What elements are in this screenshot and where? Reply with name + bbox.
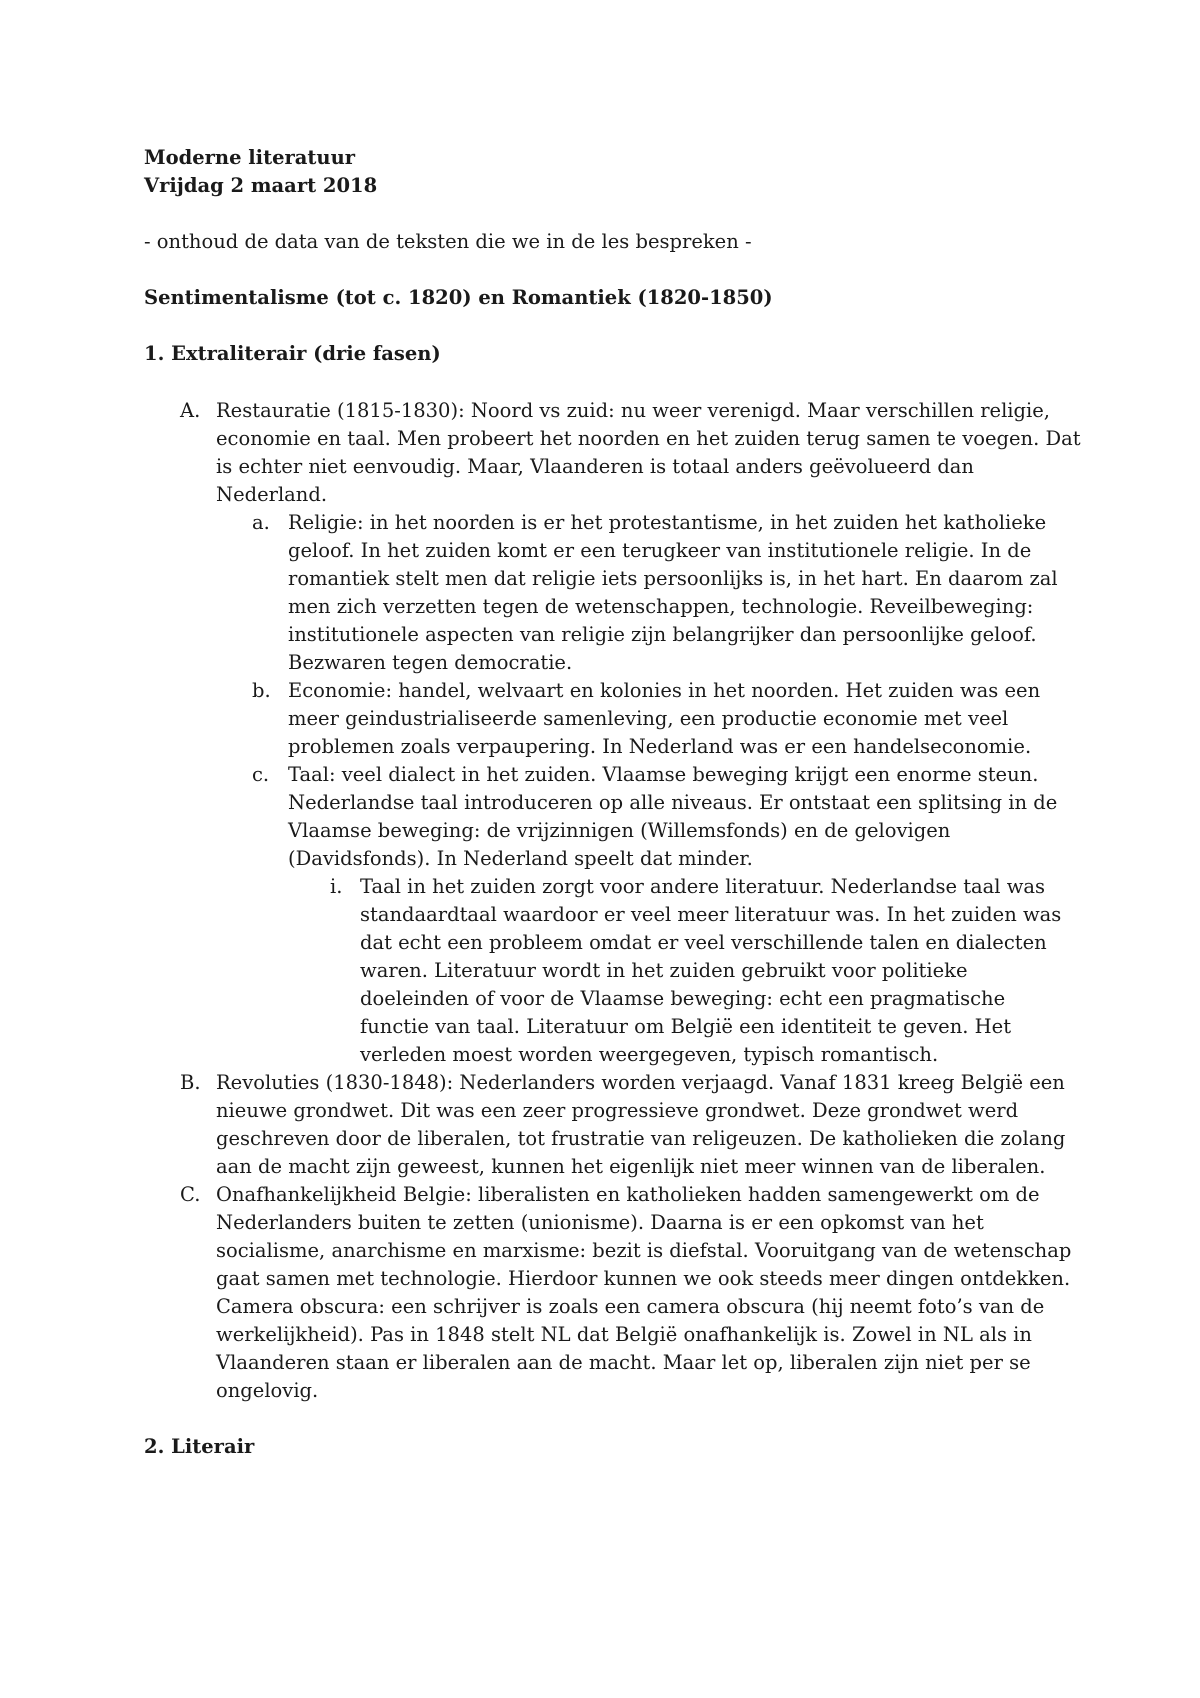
list-item-line: Onafhankelijkheid Belgie: liberalisten en katholieken hadden samengewerkt om de [216,1183,1040,1206]
list-item-line: doeleinden of voor de Vlaamse beweging: echt een pragmatische [360,987,1006,1010]
list-item-line: institutionele aspecten van religie zijn belangrijker dan persoonlijke geloof. [288,623,1037,646]
list-item-line: ongelovig. [216,1379,319,1402]
list-marker-a-lower: a. [252,511,270,534]
list-item-line: Nederlanders buiten te zetten (unionisme). Daarna is er een opkomst van het [216,1211,984,1234]
list-item-line: romantiek stelt men dat religie iets persoonlijks is, in het hart. En daarom zal [288,567,1058,590]
list-item-line: Restauratie (1815-1830): Noord vs zuid: nu weer verenigd. Maar verschillen religie, [216,399,1051,422]
list-item-line: geschreven door de liberalen, tot frustratie van religeuzen. De katholieken die zolang [216,1127,1066,1150]
list-item-line: waren. Literatuur wordt in het zuiden gebruikt voor politieke [360,959,968,982]
list-item-line: Nederlandse taal introduceren op alle niveaus. Er ontstaat een splitsing in de [288,791,1058,814]
list-marker-b-upper: B. [180,1071,201,1094]
list-item-line: Bezwaren tegen democratie. [288,651,573,674]
list-item-line: aan de macht zijn geweest, kunnen het eigenlijk niet meer winnen van de liberalen. [216,1155,1046,1178]
list-item-line: socialisme, anarchisme en marxisme: bezit is diefstal. Vooruitgang van de wetenschap [216,1239,1072,1262]
document-date: Vrijdag 2 maart 2018 [144,174,378,197]
list-item-line: werkelijkheid). Pas in 1848 stelt NL dat België onafhankelijk is. Zowel in NL als in [216,1323,1032,1346]
list-item-line: meer geindustrialiseerde samenleving, een productie economie met veel [288,707,1009,730]
list-item-line: verleden moest worden weergegeven, typisch romantisch. [360,1043,939,1066]
list-item-line: Camera obscura: een schrijver is zoals een camera obscura (hij neemt foto’s van de [216,1295,1045,1318]
topic-heading: Sentimentalisme (tot c. 1820) en Romantiek (1820-1850) [144,286,773,309]
list-item-line: Religie: in het noorden is er het protestantisme, in het zuiden het katholieke [288,511,1047,534]
list-item-line: Taal: veel dialect in het zuiden. Vlaamse beweging krijgt een enorme steun. [288,763,1039,786]
list-marker-a-upper: A. [180,399,201,422]
list-marker-c-upper: C. [180,1183,201,1206]
list-item-line: functie van taal. Literatuur om België een identiteit te geven. Het [360,1015,1012,1038]
list-marker-i: i. [330,875,343,898]
document-title: Moderne literatuur [144,146,356,169]
list-item-line: Economie: handel, welvaart en kolonies in het noorden. Het zuiden was een [288,679,1041,702]
list-item-line: Vlaamse beweging: de vrijzinnigen (Willemsfonds) en de gelovigen [288,819,951,842]
list-item-line: problemen zoals verpaupering. In Nederland was er een handelseconomie. [288,735,1032,758]
list-item-line: men zich verzetten tegen de wetenschappen, technologie. Reveilbeweging: [288,595,1034,618]
list-item-line: is echter niet eenvoudig. Maar, Vlaanderen is totaal anders geëvolueerd dan [216,455,974,478]
list-item-line: standaardtaal waardoor er veel meer literatuur was. In het zuiden was [360,903,1062,926]
section-heading-extraliterair: 1. Extraliterair (drie fasen) [144,342,441,365]
list-marker-b-lower: b. [252,679,271,702]
list-item-line: Vlaanderen staan er liberalen aan de macht. Maar let op, liberalen zijn niet per se [216,1351,1031,1374]
section-heading-literair: 2. Literair [144,1435,255,1458]
list-item-line: Revoluties (1830-1848): Nederlanders worden verjaagd. Vanaf 1831 kreeg België een [216,1071,1065,1094]
list-item-line: geloof. In het zuiden komt er een terugkeer van institutionele religie. In de [288,539,1032,562]
list-item-line: nieuwe grondwet. Dit was een zeer progressieve grondwet. Deze grondwet werd [216,1099,1019,1122]
list-item-line: dat echt een probleem omdat er veel verschillende talen en dialecten [360,931,1047,954]
list-item-line: (Davidsfonds). In Nederland speelt dat minder. [288,847,753,870]
reminder-note: - onthoud de data van de teksten die we in de les bespreken - [144,230,752,253]
list-item-line: Taal in het zuiden zorgt voor andere literatuur. Nederlandse taal was [360,875,1046,898]
list-item-line: gaat samen met technologie. Hierdoor kunnen we ook steeds meer dingen ontdekken. [216,1267,1071,1290]
list-marker-c-lower: c. [252,763,270,786]
list-item-line: economie en taal. Men probeert het noorden en het zuiden terug samen te voegen. Dat [216,427,1081,450]
list-item-line: Nederland. [216,483,328,506]
